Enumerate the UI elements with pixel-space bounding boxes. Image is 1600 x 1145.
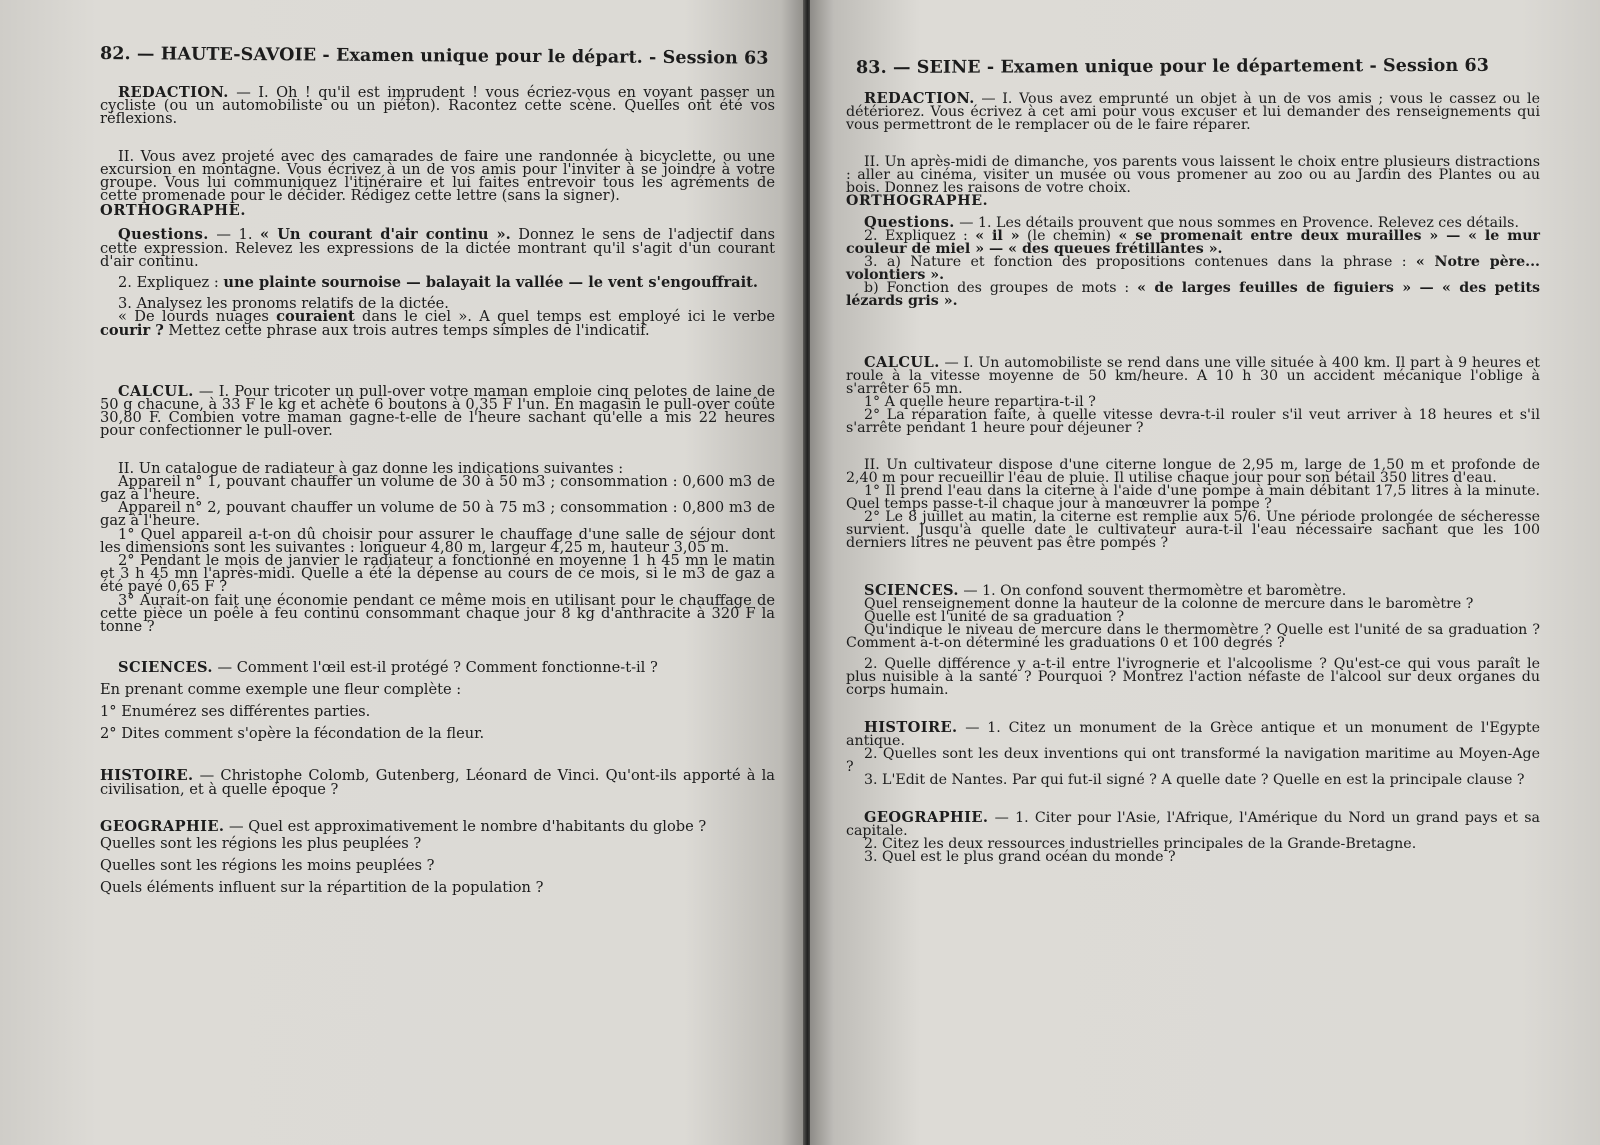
right-calcul-label: CALCUL. <box>864 354 940 371</box>
right-geographie-q2: 2. Citez les deux ressources industrielles principales de la Grande-Bretagne. <box>864 836 1417 852</box>
right-calcul-q1-2: 2° La réparation faite, à quelle vitesse devra-t-il rouler s'il veut arriver à 18 heures et s'il s'arrête pendant 1 heure pour déjeuner ? <box>846 407 1540 436</box>
right-orthographe-q3: 3. a) Nature et fonction des propositions contenues dans la phrase : « Notre père... volontiers ». <box>846 254 1540 283</box>
right-sciences-q2: 2. Quelle différence y a-t-il entre l'ivrognerie et l'alcoolisme ? Qu'est-ce qui vous paraît le plus nuisible à la santé ? Pourquoi ? Montrez l'action néfaste de l'alcool sur deux organes du corps humain. <box>846 656 1540 698</box>
left-geographie-q3: Quelles sont les régions les moins peuplées ? <box>100 856 435 874</box>
right-sciences-q1: SCIENCES. — 1. On confond souvent thermomètre et baromètre. <box>864 582 1347 599</box>
right-orthographe-q1: Questions. — 1. Les détails prouvent que nous sommes en Provence. Relevez ces détails. <box>864 214 1519 231</box>
left-orthographe-q4: « De lourds nuages couraient dans le ciel ». A quel temps est employé ici le verbe courir ? Mettez cette phrase aux trois autres temps simples de l'indicatif. <box>100 308 775 339</box>
right-calcul-q2-1: 1° Il prend l'eau dans la citerne à l'aide d'une pompe à main débitant 17,5 litres à la minute. Quel temps passe-t-il chaque jour à manœuvrer la pompe ? <box>846 483 1540 512</box>
left-histoire-q1: HISTOIRE. — Christophe Colomb, Gutenberg, Léonard de Vinci. Qu'ont-ils apporté à la civilisation, et à quelle époque ? <box>100 767 775 798</box>
right-redaction-q2: II. Un après-midi de dimanche, vos parents vous laissent le choix entre plusieurs distractions : aller au cinéma, visiter un musée ou vous promener au zoo ou au Jardin des Plantes ou au bois. Donnez les raisons de votre choix. <box>846 154 1540 196</box>
right-redaction-q1: REDACTION. — I. Vous avez emprunté un objet à un de vos amis ; vous le cassez ou le détériorez. Vous écrivez à cet ami pour vous excuser et lui demander des renseignements qui vous permettront de le remplacer ou de le faire réparer. <box>846 90 1540 133</box>
left-geographie-q1: GEOGRAPHIE. — Quel est approximativement le nombre d'habitants du globe ? <box>100 817 707 835</box>
right-orthographe-heading: ORTHOGRAPHE. <box>846 193 989 209</box>
right-calcul-q2-2: 2° Le 8 juillet au matin, la citerne est remplie aux 5/6. Une période prolongée de sécheresse survient. Jusqu'à quelle date le cultivateur aura-t-il l'eau nécessaire sachant que les 100 derniers litres ne peuvent pas être pompés ? <box>846 509 1540 551</box>
left-geographie-q4: Quels éléments influent sur la répartition de la population ? <box>100 878 544 896</box>
right-page <box>810 0 1600 1145</box>
right-orthographe-q3b: b) Fonction des groupes de mots : « de larges feuilles de figuiers » — « des petits lézards gris ». <box>846 280 1540 309</box>
left-redaction-q1: REDACTION. — I. Oh ! qu'il est imprudent ! vous écriez-vous en voyant passer un cycliste (ou un automobiliste ou un piéton). Racontez cette scène. Quelles ont été vos réflexions. <box>100 84 775 128</box>
left-calcul-q2-1: 1° Quel appareil a-t-on dû choisir pour assurer le chauffage d'une salle de séjour dont les dimensions sont les suivantes : longueur 4,80 m, largeur 4,25 m, hauteur 3,05 m. <box>100 525 775 556</box>
right-sciences-q1-b: Quelle est l'unité de sa graduation ? <box>864 609 1125 625</box>
left-sciences-q3: 1° Enumérez ses différentes parties. <box>100 703 371 721</box>
left-page-header: 82. — HAUTE-SAVOIE - Examen unique pour le départ. - Session 63 <box>99 44 769 69</box>
left-orthographe-heading: ORTHOGRAPHE. <box>100 202 247 220</box>
left-orthographe-q2: 2. Expliquez : une plainte sournoise — balayait la vallée — le vent s'engouffrait. <box>118 274 758 292</box>
left-sciences-q1: SCIENCES. — Comment l'œil est-il protégé ? Comment fonctionne-t-il ? <box>118 659 658 677</box>
right-calcul-q2: II. Un cultivateur dispose d'une citerne longue de 2,95 m, large de 1,50 m et profonde de 2,40 m pour recueillir l'eau de pluie. Il utilise chaque jour pour son bétail 350 litres d'eau. <box>846 457 1540 486</box>
right-sciences-q1-a: Quel renseignement donne la hauteur de la colonne de mercure dans le baromètre ? <box>864 596 1474 612</box>
left-sciences-q4: 2° Dites comment s'opère la fécondation de la fleur. <box>100 725 485 743</box>
right-histoire-q3: 3. L'Edit de Nantes. Par qui fut-il signé ? A quelle date ? Quelle en est la principale clause ? <box>864 772 1525 788</box>
right-geographie-q3: 3. Quel est le plus grand océan du monde ? <box>864 849 1176 865</box>
left-redaction-q2: II. Vous avez projeté avec des camarades de faire une randonnée à bicyclette, ou une excursion en montagne. Vous écrivez à un de vos amis pour l'inviter à se joindre à votre groupe. Vous lui communiquez l'itinéraire et lui faites entrevoir tous les agréments de cette promenade pour le décider. Rédigez cette lettre (sans la signer). <box>100 147 775 205</box>
right-page-header: 83. — SEINE - Examen unique pour le département - Session 63 <box>855 55 1490 78</box>
left-calcul-q2-2: 2° Pendant le mois de janvier le radiateur a fonctionné en moyenne 1 h 45 mn le matin et 3 h 45 mn l'après-midi. Quelle a été la dépense au cours de ce mois, si le m3 de gaz a été payé 0,65 F ? <box>100 552 775 596</box>
left-sciences-label: SCIENCES. <box>118 659 213 677</box>
right-geographie-q1: GEOGRAPHIE. — 1. Citer pour l'Asie, l'Afrique, l'Amérique du Nord un grand pays et sa capitale. <box>846 809 1540 839</box>
right-sciences-label: SCIENCES. <box>864 582 959 599</box>
left-sciences-q2: En prenant comme exemple une fleur complète : <box>100 681 462 699</box>
left-calcul-q2-a2: Appareil n° 2, pouvant chauffer un volume de 50 à 75 m3 ; consommation : 0,800 m3 de gaz à l'heure. <box>100 499 775 530</box>
right-histoire-q1: HISTOIRE. — 1. Citez un monument de la Grèce antique et un monument de l'Egypte antique. <box>846 719 1540 749</box>
left-geographie-label: GEOGRAPHIE. <box>100 817 225 835</box>
left-orthographe-q3: 3. Analysez les pronoms relatifs de la dictée. <box>118 295 449 313</box>
left-orthographe-q1: Questions. — 1. « Un courant d'air continu ». Donnez le sens de l'adjectif dans cette expression. Relevez les expressions de la dictée montrant qu'il s'agit d'un courant d'air continu. <box>100 226 776 270</box>
left-calcul-q2-intro: II. Un catalogue de radiateur à gaz donne les indications suivantes : <box>118 459 624 477</box>
right-histoire-label: HISTOIRE. <box>864 719 958 736</box>
right-calcul-q1: CALCUL. — I. Un automobiliste se rend dans une ville située à 400 km. Il part à 9 heures et roule à la vitesse moyenne de 50 km/heure. A 10 h 30 un accident mécanique l'oblige à s'arrêter 65 mn. <box>846 354 1540 397</box>
right-orthographe-q2: 2. Expliquez : « il » (le chemin) « se promenait entre deux murailles » — « le mur couleur de miel » — « des queues frétillantes ». <box>846 228 1540 257</box>
left-calcul-q2-3: 3° Aurait-on fait une économie pendant ce même mois en utilisant pour le chauffage de cette pièce un poêle à feu continu consommant chaque jour 8 kg d'anthracite à 320 F la tonne ? <box>100 591 775 636</box>
right-geographie-label: GEOGRAPHIE. <box>864 809 989 826</box>
left-redaction-label: REDACTION. <box>118 84 229 101</box>
right-redaction-label: REDACTION. <box>864 90 975 107</box>
left-calcul-label: CALCUL. <box>118 382 194 400</box>
right-sciences-q1-c: Qu'indique le niveau de mercure dans le thermomètre ? Quelle est l'unité de sa graduation ? Comment a-t-on déterminé les graduations 0 et 100 degrés ? <box>846 622 1540 651</box>
left-calcul-q2-a1: Appareil n° 1, pouvant chauffer un volume de 30 à 50 m3 ; consommation : 0,600 m3 de gaz à l'heure. <box>100 472 775 504</box>
right-histoire-q2: 2. Quelles sont les deux inventions qui ont transformé la navigation maritime au Moyen-Age ? <box>846 746 1540 775</box>
left-geographie-q2: Quelles sont les régions les plus peuplées ? <box>100 834 422 852</box>
left-calcul-q1: CALCUL. — I. Pour tricoter un pull-over votre maman emploie cinq pelotes de laine de 50 g chacune, à 33 F le kg et achète 6 boutons à 0,35 F l'un. En magasin le pull-over coûte 30,80 F. Combien votre maman gagne-t-elle de l'heure sachant qu'elle a mis 22 heures pour confectionner le pull-over. <box>100 382 775 440</box>
right-calcul-q1-1: 1° A quelle heure repartira-t-il ? <box>864 394 1096 410</box>
left-histoire-label: HISTOIRE. <box>100 767 194 785</box>
